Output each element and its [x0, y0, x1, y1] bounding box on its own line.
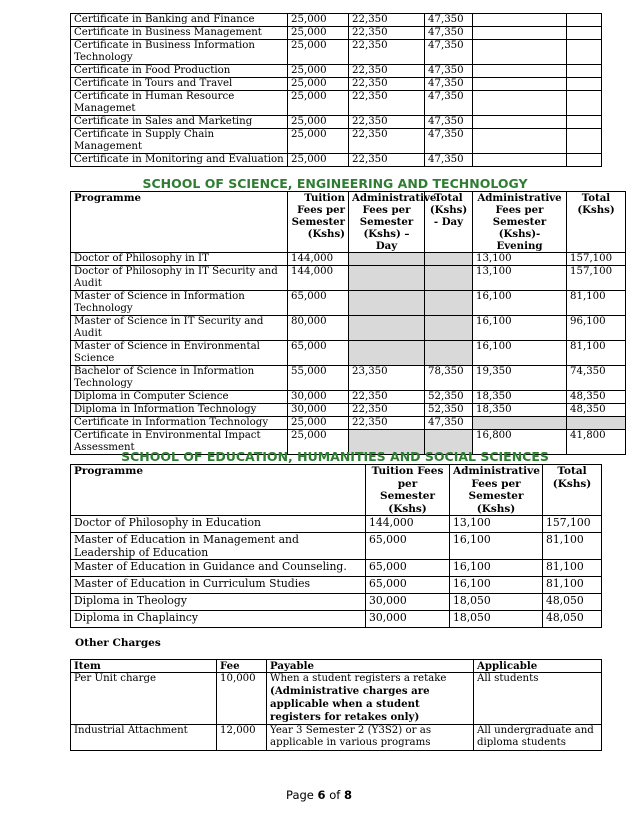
fee-cell: 47,350: [425, 40, 473, 65]
fee-cell: 16,100: [450, 577, 543, 594]
fee-cell: 12,000: [217, 725, 267, 751]
table-row: [71, 341, 626, 366]
fee-cell: [473, 14, 567, 27]
table-header-row: [71, 660, 602, 673]
col-header: Programme: [71, 465, 366, 516]
fee-cell: [473, 40, 567, 65]
fee-cell: 48,050: [543, 611, 602, 628]
programme-cell: Master of Science in Environmental Science: [71, 341, 288, 366]
fee-cell: 30,000: [288, 391, 349, 404]
programme-cell: Master of Science in IT Security and Audit: [71, 316, 288, 341]
fee-cell: 157,100: [567, 253, 626, 266]
applicable-cell: All undergraduate and diploma students: [474, 725, 602, 751]
fee-cell: 144,000: [366, 516, 450, 533]
fee-cell: 13,100: [450, 516, 543, 533]
programme-cell: Certificate in Tours and Travel: [71, 78, 288, 91]
fee-cell: 30,000: [366, 611, 450, 628]
total-page-number: 8: [343, 788, 352, 802]
table-row: [71, 116, 602, 129]
col-header: Applicable: [474, 660, 602, 673]
table-row: [71, 154, 602, 167]
col-header: Payable: [267, 660, 474, 673]
payable-text: When a student registers a retake: [270, 673, 447, 684]
programme-cell: Diploma in Computer Science: [71, 391, 288, 404]
fee-cell: 55,000: [288, 366, 349, 391]
programme-cell: Certificate in Business Information Technology: [71, 40, 288, 65]
table-row: [71, 291, 626, 316]
item-cell: Per Unit charge: [71, 673, 217, 725]
table-row: [71, 266, 626, 291]
fee-cell: 47,350: [425, 116, 473, 129]
fee-cell: 25,000: [288, 430, 349, 455]
fee-cell: 16,100: [450, 533, 543, 560]
table-header-row: [71, 192, 626, 253]
page-footer: [0, 788, 638, 802]
fee-cell: 22,350: [349, 391, 425, 404]
table-row: [71, 91, 602, 116]
fee-cell: 10,000: [217, 673, 267, 725]
fee-cell: [473, 129, 567, 154]
fee-cell: 25,000: [288, 417, 349, 430]
fee-cell: 22,350: [349, 65, 425, 78]
table-row: [71, 40, 602, 65]
fee-cell: 157,100: [567, 266, 626, 291]
col-header: Administrative Fees per Semester (Kshs)- Evening: [473, 192, 567, 253]
fee-cell: [349, 341, 425, 366]
fee-cell: 25,000: [288, 78, 349, 91]
science-fees-table: [70, 191, 626, 455]
programme-cell: Doctor of Philosophy in IT Security and Audit: [71, 266, 288, 291]
education-fees-table: [70, 464, 602, 628]
programme-cell: Master of Education in Management and Leadership of Education: [71, 533, 366, 560]
fee-cell: [567, 27, 602, 40]
fee-cell: 65,000: [366, 577, 450, 594]
fee-cell: 16,100: [450, 560, 543, 577]
col-header: Fee: [217, 660, 267, 673]
col-header: Tuition Fees per Semester (Kshs): [366, 465, 450, 516]
fee-cell: [473, 78, 567, 91]
fee-cell: 25,000: [288, 27, 349, 40]
table-row: [71, 78, 602, 91]
table-row: [71, 253, 626, 266]
applicable-cell: All students: [474, 673, 602, 725]
fee-cell: 144,000: [288, 266, 349, 291]
fee-cell: [473, 65, 567, 78]
programme-cell: Certificate in Sales and Marketing: [71, 116, 288, 129]
fee-cell: [567, 129, 602, 154]
col-header: Tuition Fees per Semester (Kshs): [288, 192, 349, 253]
science-school-heading: SCHOOL OF SCIENCE, ENGINEERING AND TECHNOLOGY: [142, 176, 528, 191]
fee-cell: 13,100: [473, 253, 567, 266]
programme-cell: Diploma in Information Technology: [71, 404, 288, 417]
fee-cell: 48,350: [567, 404, 626, 417]
fee-cell: [567, 116, 602, 129]
fee-cell: 47,350: [425, 27, 473, 40]
fee-cell: [349, 266, 425, 291]
table-row: [71, 673, 602, 725]
table-row: [71, 594, 602, 611]
fee-cell: 18,050: [450, 611, 543, 628]
programme-cell: Certificate in Environmental Impact Assessment: [71, 430, 288, 455]
fee-cell: 52,350: [425, 391, 473, 404]
certificate-fees-table: [70, 13, 602, 167]
fee-cell: 30,000: [288, 404, 349, 417]
fee-cell: 157,100: [543, 516, 602, 533]
fee-cell: 47,350: [425, 14, 473, 27]
other-charges-table: [70, 659, 602, 751]
fee-cell: [567, 154, 602, 167]
table-row: [71, 417, 626, 430]
col-header: Programme: [71, 192, 288, 253]
table-row: [71, 577, 602, 594]
fee-cell: 19,350: [473, 366, 567, 391]
table-row: [71, 129, 602, 154]
programme-cell: Certificate in Information Technology: [71, 417, 288, 430]
fee-cell: 22,350: [349, 129, 425, 154]
fee-cell: 22,350: [349, 116, 425, 129]
fee-cell: 25,000: [288, 154, 349, 167]
fee-cell: [425, 316, 473, 341]
fee-cell: 47,350: [425, 129, 473, 154]
fee-cell: 47,350: [425, 417, 473, 430]
programme-cell: Certificate in Food Production: [71, 65, 288, 78]
payable-note: (Administrative charges are applicable when a student registers for retakes only): [270, 685, 430, 723]
fee-cell: [567, 40, 602, 65]
fee-cell: 16,800: [473, 430, 567, 455]
fee-cell: [473, 417, 567, 430]
fee-cell: [567, 65, 602, 78]
item-cell: Industrial Attachment: [71, 725, 217, 751]
footer-prefix: Page: [286, 788, 318, 802]
programme-cell: Diploma in Theology: [71, 594, 366, 611]
table-row: [71, 533, 602, 560]
fee-cell: [473, 27, 567, 40]
fee-cell: 25,000: [288, 91, 349, 116]
fee-cell: [425, 341, 473, 366]
programme-cell: Certificate in Banking and Finance: [71, 14, 288, 27]
col-header: Administrative Fees per Semester (Kshs) – Day: [349, 192, 425, 253]
fee-cell: [473, 154, 567, 167]
col-header: Total (Kshs): [567, 192, 626, 253]
current-page-number: 6: [317, 788, 326, 802]
fee-cell: 78,350: [425, 366, 473, 391]
fee-cell: 65,000: [288, 341, 349, 366]
col-header: Administrative Fees per Semester (Kshs): [450, 465, 543, 516]
fee-cell: 22,350: [349, 14, 425, 27]
fee-cell: [425, 253, 473, 266]
fee-cell: 22,350: [349, 154, 425, 167]
fee-cell: 81,100: [567, 341, 626, 366]
fee-cell: 18,350: [473, 391, 567, 404]
education-school-heading: SCHOOL OF EDUCATION, HUMANITIES AND SOCIAL SCIENCES: [121, 449, 549, 464]
fee-cell: 48,350: [567, 391, 626, 404]
fee-cell: 48,050: [543, 594, 602, 611]
payable-cell: Year 3 Semester 2 (Y3S2) or as applicable in various programs: [267, 725, 474, 751]
fee-cell: 22,350: [349, 40, 425, 65]
programme-cell: Diploma in Chaplaincy: [71, 611, 366, 628]
programme-cell: Master of Education in Guidance and Counseling.: [71, 560, 366, 577]
other-charges-heading: Other Charges: [75, 637, 161, 649]
fee-cell: 25,000: [288, 14, 349, 27]
footer-middle: of: [325, 788, 344, 802]
fee-cell: 22,350: [349, 27, 425, 40]
fee-cell: 16,100: [473, 316, 567, 341]
programme-cell: Bachelor of Science in Information Technology: [71, 366, 288, 391]
table-row: [71, 404, 626, 417]
fee-cell: [425, 291, 473, 316]
fee-cell: 80,000: [288, 316, 349, 341]
fee-cell: [567, 91, 602, 116]
table-row: [71, 611, 602, 628]
table-row: [71, 65, 602, 78]
fee-cell: 18,350: [473, 404, 567, 417]
fee-cell: 16,100: [473, 341, 567, 366]
programme-cell: Master of Science in Information Technology: [71, 291, 288, 316]
table-row: [71, 516, 602, 533]
fee-cell: 52,350: [425, 404, 473, 417]
programme-cell: Certificate in Business Management: [71, 27, 288, 40]
fee-cell: 25,000: [288, 116, 349, 129]
programme-cell: Master of Education in Curriculum Studies: [71, 577, 366, 594]
fee-cell: [567, 417, 626, 430]
table-row: [71, 27, 602, 40]
fee-cell: 65,000: [366, 533, 450, 560]
table-header-row: [71, 465, 602, 516]
fee-cell: 47,350: [425, 65, 473, 78]
table-row: [71, 316, 626, 341]
fee-cell: 41,800: [567, 430, 626, 455]
programme-cell: Certificate in Supply Chain Management: [71, 129, 288, 154]
fee-cell: [349, 291, 425, 316]
fee-cell: 13,100: [473, 266, 567, 291]
programme-cell: Certificate in Human Resource Managemet: [71, 91, 288, 116]
col-header: Total (Kshs): [543, 465, 602, 516]
fee-cell: 81,100: [543, 533, 602, 560]
table-row: [71, 366, 626, 391]
fee-cell: 25,000: [288, 40, 349, 65]
fee-cell: 22,350: [349, 91, 425, 116]
col-header: Item: [71, 660, 217, 673]
fee-cell: 81,100: [543, 577, 602, 594]
table-row: [71, 391, 626, 404]
fee-cell: 96,100: [567, 316, 626, 341]
fee-cell: 25,000: [288, 65, 349, 78]
fee-cell: 81,100: [567, 291, 626, 316]
fee-cell: [473, 116, 567, 129]
col-header: Total (Kshs) - Day: [425, 192, 473, 253]
programme-cell: Doctor of Philosophy in IT: [71, 253, 288, 266]
fee-cell: 65,000: [366, 560, 450, 577]
fee-cell: 74,350: [567, 366, 626, 391]
fee-cell: [425, 266, 473, 291]
fee-cell: 22,350: [349, 404, 425, 417]
table-row: [71, 725, 602, 751]
fee-cell: 23,350: [349, 366, 425, 391]
programme-cell: Certificate in Monitoring and Evaluation: [71, 154, 288, 167]
table-row: [71, 14, 602, 27]
fee-cell: 144,000: [288, 253, 349, 266]
fee-cell: [349, 253, 425, 266]
fee-cell: 18,050: [450, 594, 543, 611]
programme-cell: Doctor of Philosophy in Education: [71, 516, 366, 533]
fee-cell: 47,350: [425, 78, 473, 91]
payable-cell: [267, 673, 474, 725]
fee-cell: 25,000: [288, 129, 349, 154]
fee-cell: [567, 14, 602, 27]
fee-cell: [349, 316, 425, 341]
fee-cell: 30,000: [366, 594, 450, 611]
fee-cell: 65,000: [288, 291, 349, 316]
fee-cell: 22,350: [349, 78, 425, 91]
fee-cell: 47,350: [425, 91, 473, 116]
fee-cell: [567, 78, 602, 91]
fee-cell: [473, 91, 567, 116]
fee-cell: 81,100: [543, 560, 602, 577]
fee-cell: 16,100: [473, 291, 567, 316]
fee-cell: 47,350: [425, 154, 473, 167]
table-row: [71, 560, 602, 577]
fee-cell: 22,350: [349, 417, 425, 430]
